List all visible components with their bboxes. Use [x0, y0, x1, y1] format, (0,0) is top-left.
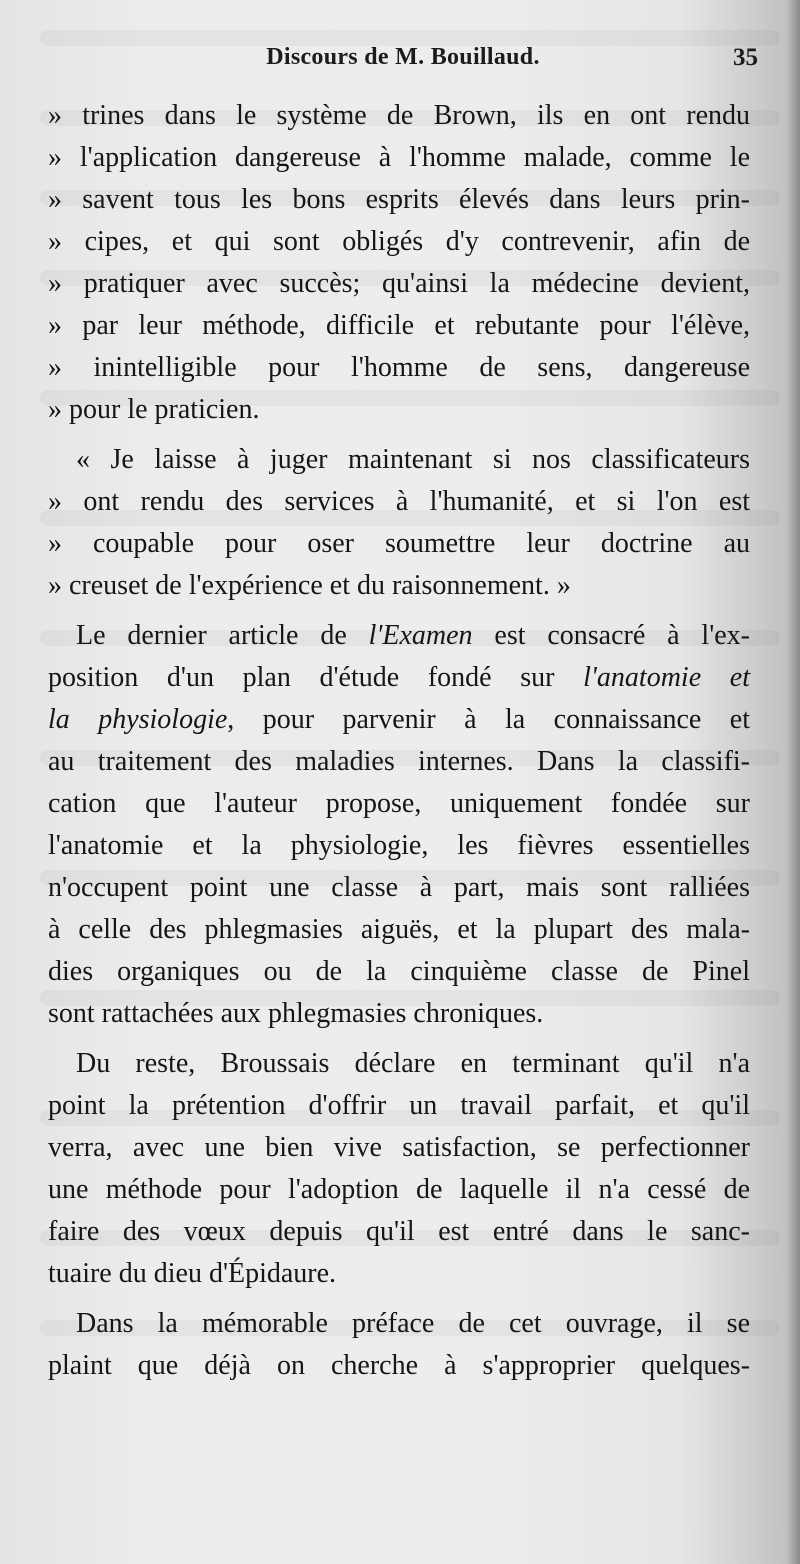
text-line: point la prétention d'offrir un travail parfait, et qu'il	[48, 1090, 750, 1121]
running-head: Discours de M. Bouillaud.	[266, 44, 540, 70]
text-line: » savent tous les bons esprits élevés dans leurs prin-	[48, 184, 750, 215]
emphasis: la physiologie	[48, 704, 228, 735]
paragraph-quote-brown	[48, 95, 750, 431]
page-number: 35	[733, 44, 758, 71]
text-line: verra, avec une bien vive satisfaction, se perfectionner	[48, 1132, 750, 1163]
text-line: sont rattachées aux phlegmasies chroniques.	[48, 998, 544, 1029]
text-line: » pour le praticien.	[48, 394, 260, 425]
text-run: est consacré à l'ex-	[472, 620, 750, 651]
page-header	[48, 44, 758, 80]
text-line: Dans la mémorable préface de cet ouvrage, il se	[76, 1308, 750, 1339]
text-line: » inintelligible pour l'homme de sens, dangereuse	[48, 352, 750, 383]
text-line: « Je laisse à juger maintenant si nos classificateurs	[76, 444, 750, 475]
text-line: » pratiquer avec succès; qu'ainsi la médecine devient,	[48, 268, 750, 299]
book-title: l'Examen	[368, 620, 473, 651]
text-run: Le dernier article de	[76, 620, 369, 651]
text-line: faire des vœux depuis qu'il est entré dans le sanc-	[48, 1216, 750, 1247]
text-line: tuaire du dieu d'Épidaure.	[48, 1258, 337, 1289]
text-line: » trines dans le système de Brown, ils en ont rendu	[48, 100, 750, 131]
text-line	[48, 657, 750, 699]
text-line: » ont rendu des services à l'humanité, et si l'on est	[48, 486, 750, 517]
paragraph-broussais	[48, 1043, 750, 1295]
emphasis: l'anatomie et	[583, 662, 751, 693]
text-run: , pour parvenir à la connaissance et	[227, 704, 750, 735]
text-line	[48, 699, 750, 741]
text-line: plaint que déjà on cherche à s'approprier quelques-	[48, 1350, 750, 1381]
text-line: Du reste, Broussais déclare en terminant qu'il n'a	[76, 1048, 750, 1079]
text-line: » cipes, et qui sont obligés d'y contrevenir, afin de	[48, 226, 750, 257]
text-line: à celle des phlegmasies aiguës, et la plupart des mala-	[48, 914, 750, 945]
text-line: » l'application dangereuse à l'homme malade, comme le	[48, 142, 750, 173]
paragraph-preface	[48, 1303, 750, 1387]
text-line: » par leur méthode, difficile et rebutante pour l'élève,	[48, 310, 750, 341]
paragraph-quote-classificateurs	[48, 439, 750, 607]
text-line: » creuset de l'expérience et du raisonnement. »	[48, 570, 571, 601]
text-line: cation que l'auteur propose, uniquement fondée sur	[48, 788, 750, 819]
text-line	[48, 615, 750, 657]
text-line: au traitement des maladies internes. Dans la classifi-	[48, 746, 750, 777]
text-line: » coupable pour oser soumettre leur doctrine au	[48, 528, 750, 559]
text-line: dies organiques ou de la cinquième classe de Pinel	[48, 956, 750, 987]
paragraph-examen	[48, 615, 750, 1035]
text-line: une méthode pour l'adoption de laquelle il n'a cessé de	[48, 1174, 750, 1205]
text-line: n'occupent point une classe à part, mais sont ralliées	[48, 872, 750, 903]
body-text	[48, 95, 750, 1387]
text-run: position d'un plan d'étude fondé sur	[48, 662, 584, 693]
text-line: l'anatomie et la physiologie, les fièvres essentielles	[48, 830, 750, 861]
